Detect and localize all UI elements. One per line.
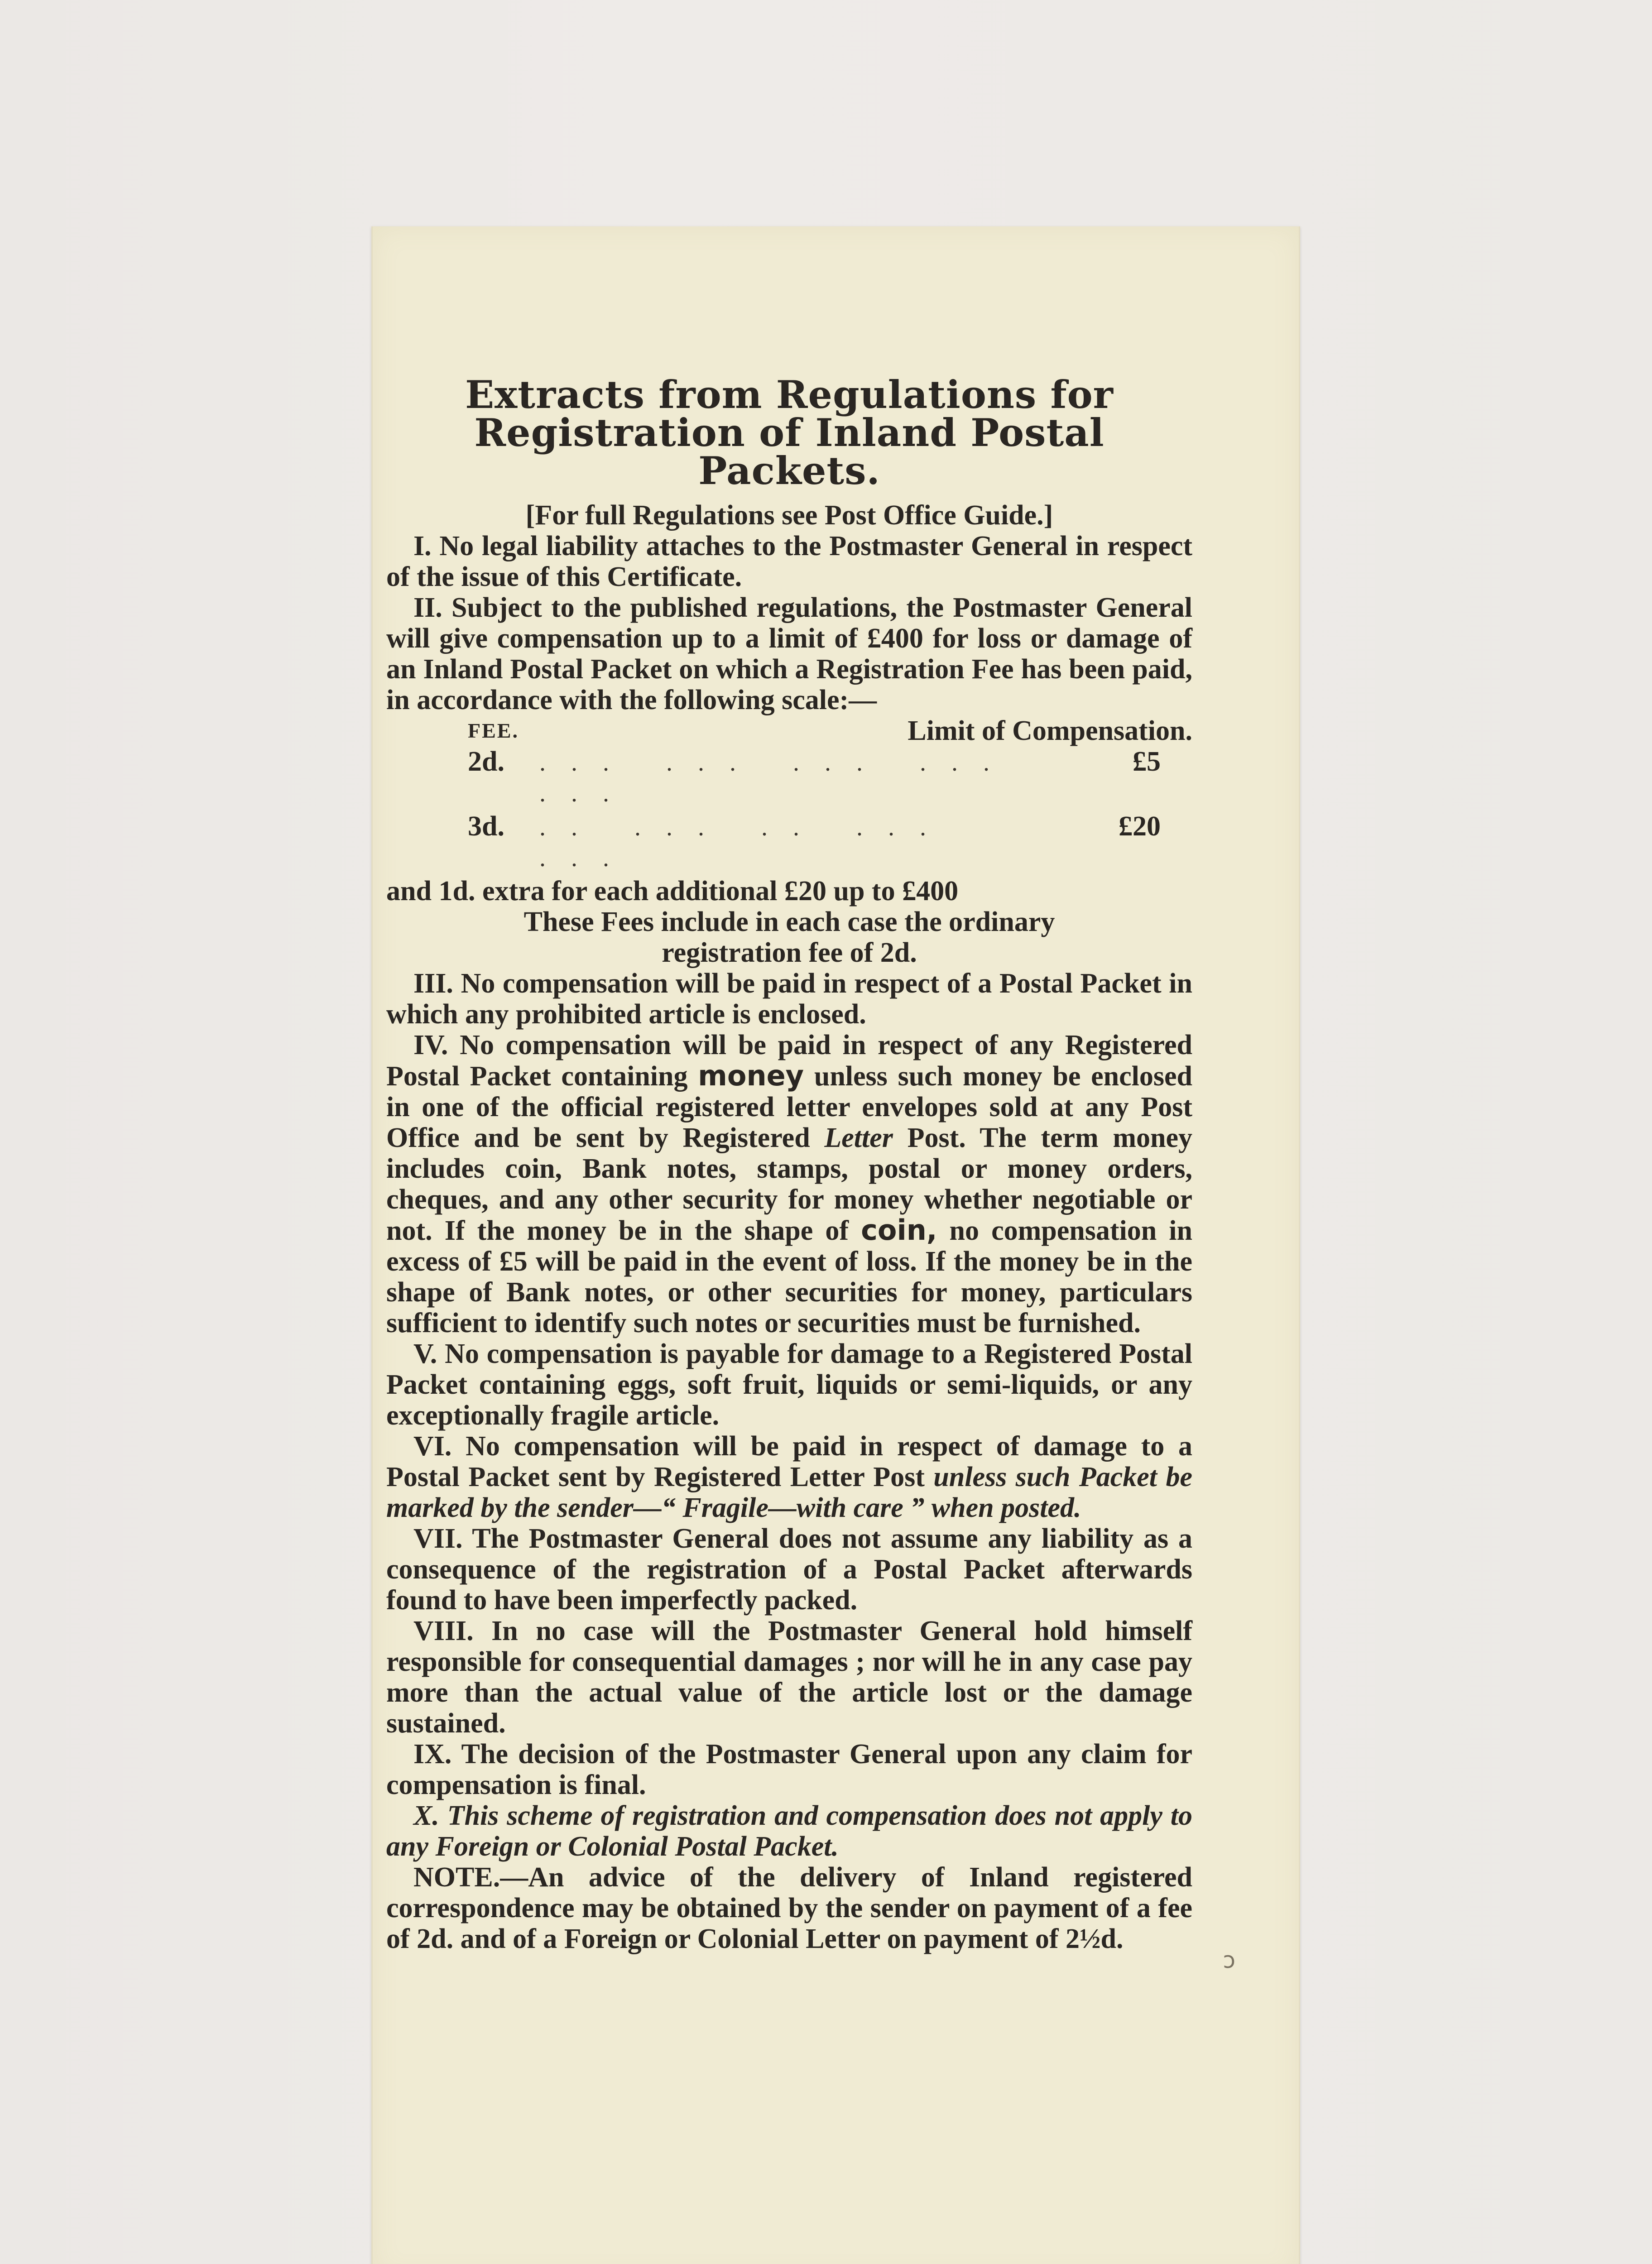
fee-scale-header xyxy=(468,715,1192,746)
title-line-1: Extracts from Regulations for xyxy=(465,372,1114,417)
regulation-4-part-c: Post. The term money includes coin, Bank notes, stamps, postal or money orders, cheques, and any other security for money whether negotiable or not. If the money be in the shape of xyxy=(386,1122,1193,1246)
coin-emphasis: coin, xyxy=(861,1214,937,1247)
post-office-guide-note: [For full Regulations see Post Office Guide.] xyxy=(525,500,1053,531)
regulation-3: III. No compensation will be paid in respect of a Postal Packet in which any prohibited article is enclosed. xyxy=(386,968,1192,1030)
regulation-5: V. No compensation is payable for damage to a Registered Postal Packet containing eggs, soft fruit, liquids or semi-liquids, or any exceptionally fragile article. xyxy=(386,1338,1192,1431)
regulation-6-part-b: unless such Packet be marked by the sender—“ Fragile—with care ” when posted. xyxy=(386,1462,1192,1523)
regulation-7: VII. The Postmaster General does not assume any liability as a consequence of the registration of a Postal Packet afterwards found to have been imperfectly packed. xyxy=(386,1523,1192,1616)
regulation-4 xyxy=(386,1030,1192,1338)
leader-dots: .. ... .. ... ... xyxy=(540,819,952,870)
fee-value: 3d. xyxy=(468,811,504,842)
fee-scale-row xyxy=(468,746,1192,811)
regulation-10: X. This scheme of registration and compensation does not apply to any Foreign or Colonial Postal Packet. xyxy=(386,1800,1192,1862)
registration-certificate-slip xyxy=(371,226,1300,2264)
regulations-text xyxy=(386,372,1193,1954)
fee-scale-table xyxy=(386,715,1192,876)
letter-emphasis: Letter xyxy=(824,1122,893,1153)
fee-scale-row xyxy=(468,811,1192,876)
fee-header: FEE. xyxy=(468,719,519,742)
limit-value: £20 xyxy=(1119,811,1161,842)
money-emphasis: money xyxy=(698,1059,804,1092)
regulation-6 xyxy=(386,1431,1192,1523)
leader-dots: ... ... ... ... ... xyxy=(540,754,1016,806)
regulation-2: II. Subject to the published regulations, the Postmaster General will give compensation up to a limit of £400 for loss or damage of an Inland Postal Packet on which a Registration Fee has been paid, in accordance with the following scale:— xyxy=(386,592,1192,715)
limit-value: £5 xyxy=(1133,746,1161,777)
fees-note-line-1: These Fees include in each case the ordinary xyxy=(523,907,1055,937)
document-title xyxy=(386,372,1192,493)
delivery-advice-note: NOTE.—An advice of the delivery of Inland registered correspondence may be obtained by the sender on payment of a fee of 2d. and of a Foreign or Colonial Letter on payment of 2½d. xyxy=(386,1862,1192,1954)
regulation-4-part-d: no compensation in excess of £5 will be paid in the event of loss. If the money be in the shape of Bank notes, or other securities for money, particulars sufficient to identify such notes or securities must be furnished. xyxy=(386,1215,1192,1338)
regulation-6-part-a: VI. No compensation will be paid in respect of damage to a Postal Packet sent by Registered Letter Post xyxy=(386,1431,1192,1492)
regulation-1: I. No legal liability attaches to the Postmaster General in respect of the issue of this Certificate. xyxy=(386,531,1192,592)
fee-value: 2d. xyxy=(468,746,504,777)
fees-note-line-2: registration fee of 2d. xyxy=(662,937,917,968)
pencil-mark: ↄ xyxy=(1223,1947,1235,1973)
extra-fee-line: and 1d. extra for each additional £20 up to £400 xyxy=(386,876,959,907)
title-line-2: Registration of Inland Postal Packets. xyxy=(474,410,1105,493)
regulation-9: IX. The decision of the Postmaster General upon any claim for compensation is final. xyxy=(386,1739,1192,1800)
regulation-4-part-a: IV. No compensation will be paid in respect of any Registered Postal Packet containing xyxy=(386,1030,1192,1092)
regulation-8: VIII. In no case will the Postmaster General hold himself responsible for consequential damages ; nor will he in any case pay more than the actual value of the article lost or the damage sustained. xyxy=(386,1616,1192,1739)
limit-header: Limit of Compensation. xyxy=(908,715,1192,746)
regulation-4-part-b: unless such money be enclosed in one of the official registered letter envelopes sold at any Post Office and be sent by Registered xyxy=(386,1061,1192,1153)
